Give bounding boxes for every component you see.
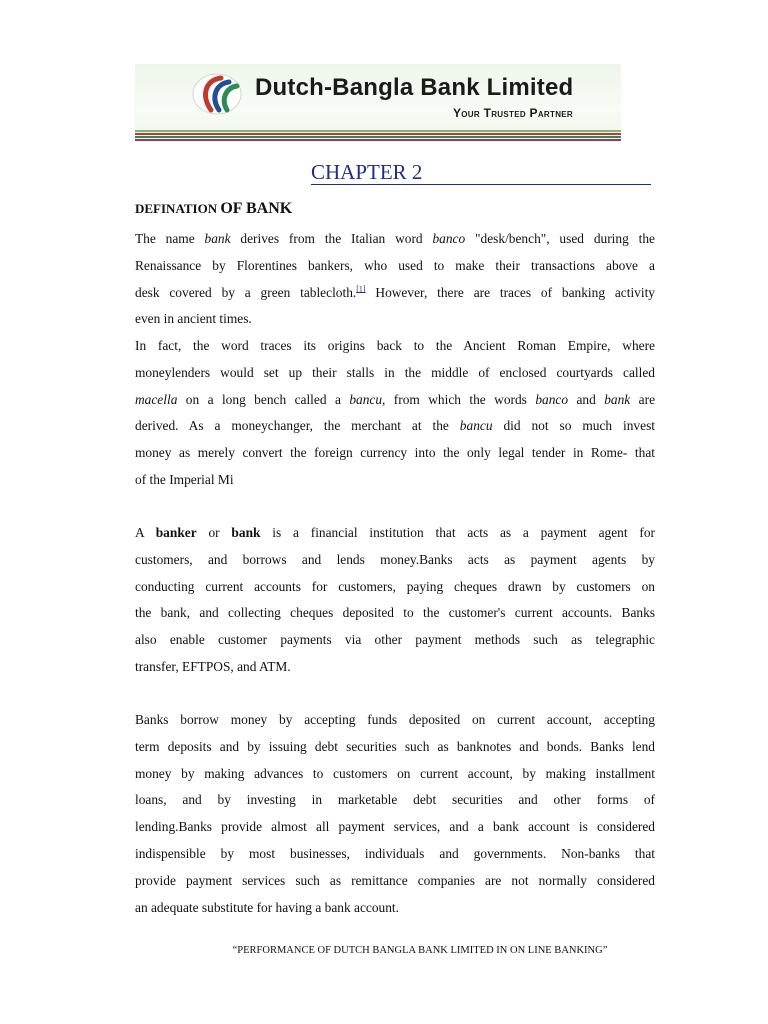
text-line: provide payment services such as remittance companies are not normally considered <box>135 872 655 888</box>
banner-stripes <box>135 130 621 142</box>
text-line: an adequate substitute for having a bank account. <box>135 899 400 915</box>
text-line: macella on a long bench called a bancu, from which the words banco and bank are <box>135 391 656 407</box>
chapter-underline <box>311 184 651 185</box>
text-line: conducting current accounts for customers, paying cheques drawn by customers on <box>135 578 655 594</box>
section-heading <box>135 200 292 218</box>
paragraph-3 <box>135 520 655 681</box>
text-line: Banks borrow money by accepting funds deposited on current account, accepting <box>135 712 655 727</box>
text-line: derived. As a moneychanger, the merchant at the bancu did not so much invest <box>135 418 656 434</box>
text-line: lending.Banks provide almost all payment services, and a bank account is considered <box>135 819 655 835</box>
text-line: In fact, the word traces its origins back to the Ancient Roman Empire, where <box>135 338 655 353</box>
text-line: Renaissance by Florentines bankers, who used to make their transactions above a <box>135 257 655 273</box>
section-heading-small: DEFINATION <box>135 201 218 216</box>
page-footer: “PERFORMANCE OF DUTCH BANGLA BANK LIMITED IN ON LINE BANKING” <box>232 945 608 956</box>
section-heading-big: OF BANK <box>220 200 293 217</box>
text-line: even in ancient times. <box>135 311 252 327</box>
text-line: The name bank derives from the Italian word banco "desk/bench", used during the <box>135 231 655 246</box>
text-line: desk covered by a green tablecloth.[1] However, there are traces of banking activity <box>135 284 655 300</box>
footnote-reference-link[interactable]: [1] <box>356 284 366 294</box>
paragraph-1 <box>135 226 655 333</box>
bank-banner <box>135 64 621 142</box>
bank-tagline: Your Trusted Partner <box>452 106 573 120</box>
bank-logo-icon <box>191 72 243 116</box>
text-line: moneylenders would set up their stalls in the middle of enclosed courtyards called <box>135 364 655 380</box>
text-line: indispensible by most businesses, individuals and governments. Non-banks that <box>135 845 655 861</box>
text-line: customers, and borrows and lends money.Banks acts as payment agents by <box>135 551 655 567</box>
text-line: also enable customer payments via other payment methods such as telegraphic <box>135 632 655 648</box>
chapter-title: CHAPTER 2 <box>311 160 423 184</box>
bank-name: Dutch-Bangla Bank Limited <box>255 74 574 101</box>
text-line: term deposits and by issuing debt securities such as banknotes and bonds. Banks lend <box>135 738 655 754</box>
paragraph-4 <box>135 707 655 921</box>
text-line: transfer, EFTPOS, and ATM. <box>135 658 291 674</box>
text-line: A banker or bank is a financial institution that acts as a payment agent for <box>135 525 655 540</box>
paragraph-2 <box>135 333 655 494</box>
text-line: the bank, and collecting cheques deposited to the customer's current accounts. Banks <box>135 605 655 621</box>
text-line: loans, and by investing in marketable debt securities and other forms of <box>135 792 655 808</box>
text-line: of the Imperial Mi <box>135 471 234 487</box>
text-line: money by making advances to customers on current account, by making installment <box>135 765 655 781</box>
text-line: money as merely convert the foreign currency into the only legal tender in Rome- that <box>135 445 655 461</box>
